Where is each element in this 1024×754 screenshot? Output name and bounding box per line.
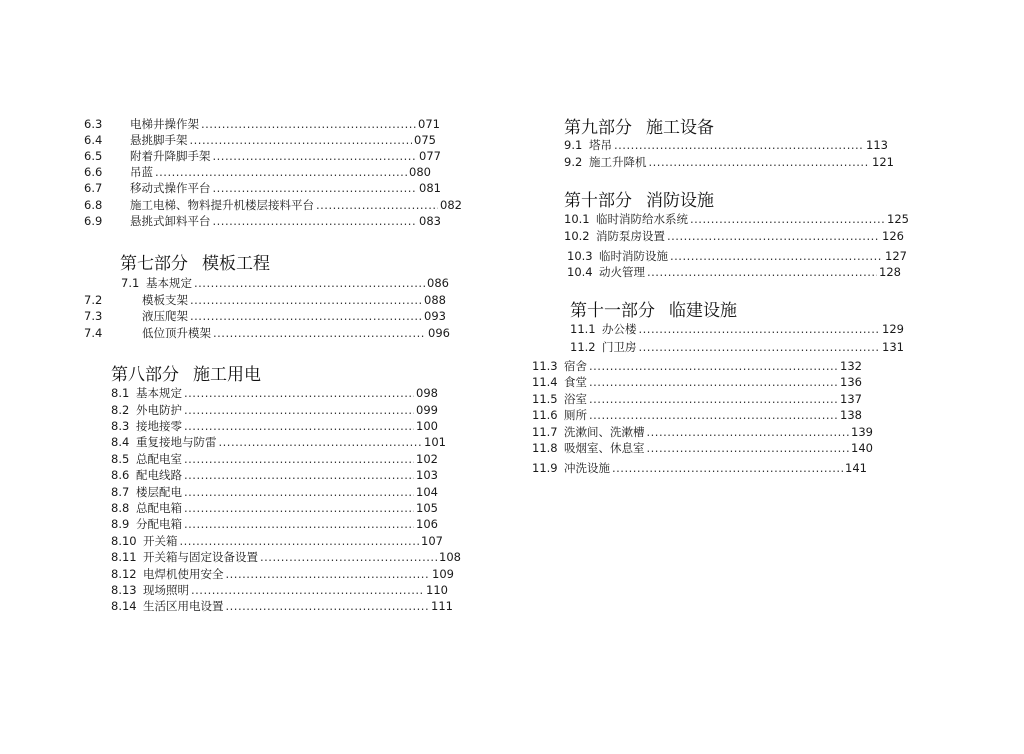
entry-page: 136 — [840, 375, 862, 389]
toc-entry — [84, 309, 446, 324]
entry-number: 6.9 — [84, 214, 103, 228]
dot-leader — [184, 452, 414, 467]
entry-number: 8.7 — [111, 485, 130, 499]
entry-title: 总配电室 — [136, 452, 182, 466]
entry-number: 11.1 — [570, 322, 596, 336]
toc-entry — [111, 403, 438, 418]
dot-leader — [213, 181, 418, 196]
part-label: 第十一部分 — [570, 301, 655, 321]
entry-number: 8.4 — [111, 435, 130, 449]
toc-entry — [111, 517, 438, 532]
entry-page: 105 — [416, 501, 438, 515]
entry-number: 11.4 — [532, 375, 558, 389]
entry-page: 137 — [840, 392, 862, 406]
dot-leader — [639, 322, 881, 337]
entry-number: 6.4 — [84, 133, 103, 147]
toc-entry — [532, 441, 873, 456]
entry-number: 8.9 — [111, 517, 130, 531]
entry-title: 冲洗设施 — [564, 461, 610, 475]
entry-title: 低位顶升模架 — [142, 326, 211, 340]
dot-leader — [155, 165, 407, 180]
toc-entry — [111, 550, 461, 565]
entry-number: 8.13 — [111, 583, 137, 597]
section-heading-part11 — [570, 300, 737, 322]
part-label: 第十部分 — [564, 191, 632, 211]
entry-title: 厕所 — [564, 408, 587, 422]
entry-title: 宿舍 — [564, 359, 587, 373]
entry-title: 动火管理 — [599, 265, 645, 279]
entry-number: 11.2 — [570, 340, 596, 354]
entry-title: 吸烟室、休息室 — [564, 441, 645, 455]
entry-title: 施工升降机 — [589, 155, 647, 169]
dot-leader — [226, 567, 431, 582]
entry-page: 128 — [879, 265, 901, 279]
entry-title: 生活区用电设置 — [143, 599, 224, 613]
toc-entry — [564, 138, 888, 153]
toc-entry — [111, 501, 438, 516]
toc-entry — [111, 485, 438, 500]
dot-leader — [589, 408, 838, 423]
entry-page: 110 — [426, 583, 448, 597]
dot-leader — [649, 155, 871, 170]
entry-number: 8.12 — [111, 567, 137, 581]
entry-title: 塔吊 — [589, 138, 612, 152]
entry-number: 8.10 — [111, 534, 137, 548]
toc-entry — [84, 165, 431, 180]
entry-title: 浴室 — [564, 392, 587, 406]
entry-page: 121 — [872, 155, 894, 169]
toc-entry — [532, 461, 867, 476]
dot-leader — [670, 249, 883, 264]
entry-number: 6.3 — [84, 117, 103, 131]
entry-page: 099 — [416, 403, 438, 417]
entry-title: 临时消防给水系统 — [596, 212, 688, 226]
toc-entry — [111, 452, 438, 467]
entry-number: 7.2 — [84, 293, 103, 307]
dot-leader — [180, 534, 420, 549]
part-name: 消防设施 — [646, 191, 714, 211]
entry-page: 138 — [840, 408, 862, 422]
entry-page: 139 — [851, 425, 873, 439]
entry-title: 现场照明 — [143, 583, 189, 597]
dot-leader — [194, 276, 425, 291]
entry-page: 075 — [414, 133, 436, 147]
entry-title: 临时消防设施 — [599, 249, 668, 263]
toc-entry — [564, 229, 904, 244]
toc-entry — [570, 322, 904, 337]
section-heading-part10 — [564, 190, 714, 212]
entry-page: 125 — [887, 212, 909, 226]
entry-page: 100 — [416, 419, 438, 433]
section-heading-part7 — [120, 253, 270, 275]
entry-number: 11.6 — [532, 408, 558, 422]
dot-leader — [647, 441, 850, 456]
toc-entry — [111, 468, 438, 483]
dot-leader — [201, 117, 416, 132]
entry-number: 7.1 — [121, 276, 140, 290]
dot-leader — [184, 468, 414, 483]
dot-leader — [316, 198, 438, 213]
entry-page: 129 — [882, 322, 904, 336]
entry-title: 基本规定 — [136, 386, 182, 400]
toc-entry — [84, 181, 441, 196]
entry-title: 消防泵房设置 — [596, 229, 665, 243]
entry-number: 9.2 — [564, 155, 583, 169]
entry-title: 基本规定 — [146, 276, 192, 290]
entry-number: 7.3 — [84, 309, 103, 323]
toc-entry — [111, 386, 438, 401]
dot-leader — [213, 326, 426, 341]
entry-number: 9.1 — [564, 138, 583, 152]
entry-page: 108 — [439, 550, 461, 564]
toc-entry — [111, 435, 446, 450]
entry-page: 077 — [419, 149, 441, 163]
entry-title: 施工电梯、物料提升机楼层接料平台 — [130, 198, 314, 212]
entry-number: 11.8 — [532, 441, 558, 455]
dot-leader — [667, 229, 880, 244]
toc-entry — [111, 567, 454, 582]
entry-page: 093 — [424, 309, 446, 323]
entry-page: 140 — [851, 441, 873, 455]
entry-number: 6.7 — [84, 181, 103, 195]
entry-title: 食堂 — [564, 375, 587, 389]
dot-leader — [213, 214, 418, 229]
toc-entry — [532, 408, 862, 423]
entry-title: 楼层配电 — [136, 485, 182, 499]
dot-leader — [184, 403, 414, 418]
dot-leader — [184, 501, 414, 516]
part-name: 模板工程 — [202, 254, 270, 274]
entry-page: 127 — [885, 249, 907, 263]
toc-entry — [532, 425, 873, 440]
entry-page: 086 — [427, 276, 449, 290]
dot-leader — [184, 517, 414, 532]
entry-number: 8.3 — [111, 419, 130, 433]
entry-title: 门卫房 — [602, 340, 637, 354]
entry-number: 11.9 — [532, 461, 558, 475]
entry-title: 模板支架 — [142, 293, 188, 307]
part-name: 临建设施 — [669, 301, 737, 321]
dot-leader — [213, 149, 418, 164]
toc-entry — [111, 599, 453, 614]
entry-page: 071 — [418, 117, 440, 131]
dot-leader — [184, 485, 414, 500]
part-name: 施工用电 — [193, 365, 261, 385]
entry-page: 096 — [428, 326, 450, 340]
entry-title: 附着升降脚手架 — [130, 149, 211, 163]
toc-entry — [84, 117, 440, 132]
toc-entry — [567, 249, 907, 264]
entry-number: 6.5 — [84, 149, 103, 163]
dot-leader — [639, 340, 881, 355]
entry-number: 11.3 — [532, 359, 558, 373]
part-name: 施工设备 — [646, 118, 714, 138]
entry-page: 104 — [416, 485, 438, 499]
entry-number: 11.5 — [532, 392, 558, 406]
dot-leader — [191, 583, 424, 598]
entry-title: 外电防护 — [136, 403, 182, 417]
entry-page: 113 — [866, 138, 888, 152]
entry-title: 办公楼 — [602, 322, 637, 336]
dot-leader — [614, 138, 864, 153]
entry-number: 10.3 — [567, 249, 593, 263]
entry-number: 8.5 — [111, 452, 130, 466]
entry-title: 电焊机使用安全 — [143, 567, 224, 581]
dot-leader — [219, 435, 423, 450]
toc-entry — [564, 155, 894, 170]
toc-entry — [567, 265, 901, 280]
entry-title: 电梯井操作架 — [130, 117, 199, 131]
entry-number: 8.8 — [111, 501, 130, 515]
entry-page: 106 — [416, 517, 438, 531]
toc-entry — [111, 534, 443, 549]
entry-page: 132 — [840, 359, 862, 373]
entry-title: 分配电箱 — [136, 517, 182, 531]
entry-title: 悬挑脚手架 — [130, 133, 188, 147]
entry-number: 7.4 — [84, 326, 103, 340]
dot-leader — [647, 265, 877, 280]
dot-leader — [690, 212, 885, 227]
entry-number: 6.8 — [84, 198, 103, 212]
dot-leader — [589, 392, 838, 407]
entry-page: 111 — [431, 599, 453, 613]
entry-number: 10.1 — [564, 212, 590, 226]
entry-page: 109 — [432, 567, 454, 581]
entry-page: 088 — [424, 293, 446, 307]
entry-page: 103 — [416, 468, 438, 482]
entry-page: 141 — [845, 461, 867, 475]
entry-title: 移动式操作平台 — [130, 181, 211, 195]
entry-number: 10.2 — [564, 229, 590, 243]
toc-entry — [532, 359, 862, 374]
dot-leader — [647, 425, 850, 440]
toc-entry — [84, 198, 462, 213]
toc-entry — [84, 326, 450, 341]
dot-leader — [184, 386, 414, 401]
dot-leader — [226, 599, 430, 614]
entry-title: 重复接地与防雷 — [136, 435, 217, 449]
entry-title: 洗漱间、洗漱槽 — [564, 425, 645, 439]
entry-title: 配电线路 — [136, 468, 182, 482]
entry-title: 接地接零 — [136, 419, 182, 433]
part-label: 第七部分 — [120, 254, 188, 274]
entry-title: 总配电箱 — [136, 501, 182, 515]
entry-page: 101 — [424, 435, 446, 449]
toc-entry — [84, 149, 441, 164]
dot-leader — [190, 133, 413, 148]
entry-number: 6.6 — [84, 165, 103, 179]
toc-entry — [532, 375, 862, 390]
entry-page: 081 — [419, 181, 441, 195]
entry-title: 吊蓝 — [130, 165, 153, 179]
entry-title: 悬挑式卸料平台 — [130, 214, 211, 228]
dot-leader — [589, 359, 838, 374]
entry-number: 11.7 — [532, 425, 558, 439]
part-label: 第八部分 — [111, 365, 179, 385]
dot-leader — [612, 461, 843, 476]
part-label: 第九部分 — [564, 118, 632, 138]
section-heading-part8 — [111, 364, 261, 386]
entry-number: 8.1 — [111, 386, 130, 400]
dot-leader — [260, 550, 437, 565]
entry-page: 107 — [421, 534, 443, 548]
toc-entry — [532, 392, 862, 407]
toc-entry — [564, 212, 909, 227]
dot-leader — [190, 309, 422, 324]
toc-entry — [84, 293, 446, 308]
entry-title: 液压爬架 — [142, 309, 188, 323]
toc-entry — [570, 340, 904, 355]
entry-number: 8.6 — [111, 468, 130, 482]
toc-entry — [84, 214, 441, 229]
toc-entry — [84, 133, 436, 148]
entry-number: 8.11 — [111, 550, 137, 564]
entry-number: 10.4 — [567, 265, 593, 279]
entry-number: 8.2 — [111, 403, 130, 417]
toc-entry — [121, 276, 449, 291]
dot-leader — [184, 419, 414, 434]
entry-page: 083 — [419, 214, 441, 228]
toc-entry — [111, 419, 438, 434]
entry-title: 开关箱与固定设备设置 — [143, 550, 258, 564]
entry-page: 131 — [882, 340, 904, 354]
dot-leader — [190, 293, 422, 308]
section-heading-part9 — [564, 117, 714, 139]
dot-leader — [589, 375, 838, 390]
entry-page: 126 — [882, 229, 904, 243]
toc-entry — [111, 583, 448, 598]
entry-page: 082 — [440, 198, 462, 212]
entry-number: 8.14 — [111, 599, 137, 613]
entry-title: 开关箱 — [143, 534, 178, 548]
entry-page: 080 — [409, 165, 431, 179]
entry-page: 102 — [416, 452, 438, 466]
entry-page: 098 — [416, 386, 438, 400]
